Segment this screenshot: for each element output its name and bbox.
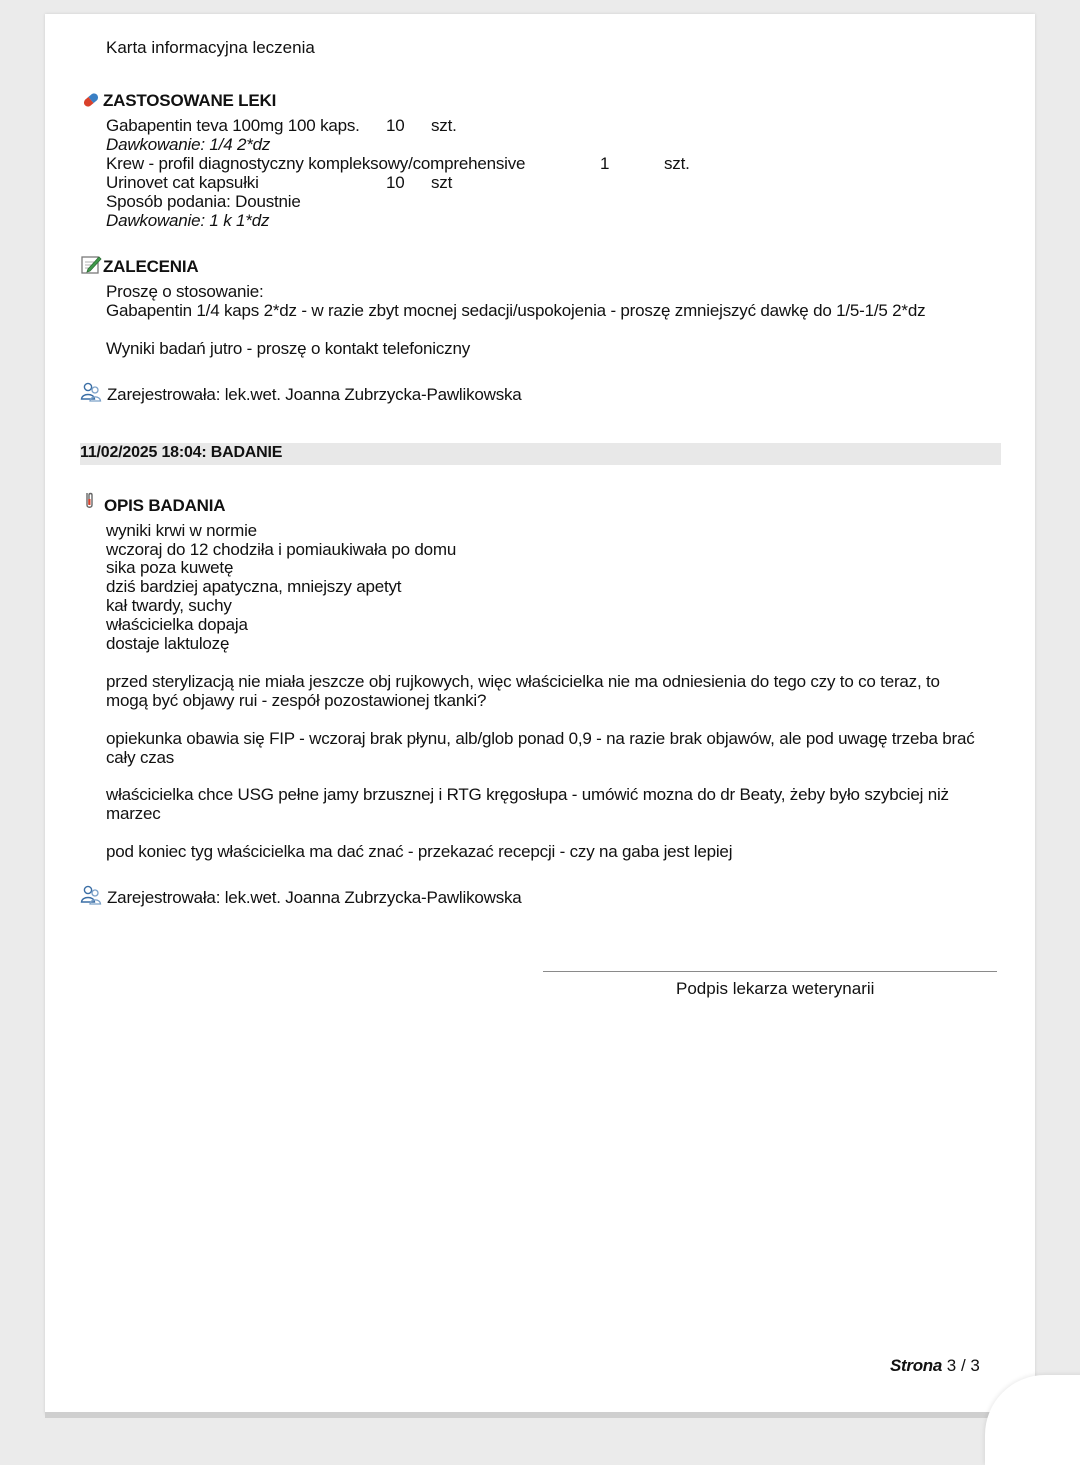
medications-heading: ZASTOSOWANE LEKI [103,91,277,110]
registered-by: Zarejestrowała: lek.wet. Joanna Zubrzycka-Pawlikowska [107,888,522,907]
med-qty: 1 [600,154,610,173]
med-item-urinovet: Urinovet cat kapsułki [106,173,259,192]
document-title: Karta informacyjna leczenia [106,38,315,57]
edit-note-icon [80,254,102,276]
page-total: 3 [970,1356,980,1375]
exam-line: dziś bardziej apatyczna, mniejszy apetyt [106,577,402,596]
recommendation-line: Wyniki badań jutro - proszę o kontakt telefoniczny [106,339,471,358]
registered-by: Zarejestrowała: lek.wet. Joanna Zubrzycka-Pawlikowska [107,385,522,404]
exam-line: właścicielka dopaja [106,615,248,634]
exam-line: wczoraj do 12 chodziła i pomiaukiwała po domu [106,540,457,559]
page-number [890,1356,980,1376]
signature-line [543,971,997,972]
exam-line: sika poza kuwetę [106,558,234,577]
exam-paragraph [106,785,986,823]
exam-line: kał twardy, suchy [106,596,232,615]
recommendation-line: Gabapentin 1/4 kaps 2*dz - w razie zbyt mocnej sedacji/uspokojenia - proszę zmniejszyć dawkę do 1/5-1/5 2*dz [106,301,926,320]
exam-paragraph [106,672,986,710]
exam-line: dostaje laktulozę [106,634,230,653]
page-bottom-edge [45,1412,1035,1418]
med-unit: szt. [431,116,457,135]
exam-heading: OPIS BADANIA [104,496,226,515]
page-separator: / [956,1356,971,1375]
recommendations-heading: ZALECENIA [103,257,199,276]
recommendation-line: Proszę o stosowanie: [106,282,264,301]
med-qty: 10 [386,116,405,135]
med-unit: szt [431,173,453,192]
pill-icon [80,89,102,111]
exam-paragraph-text: opiekunka obawia się FIP - wczoraj brak płynu, alb/glob ponad 0,9 - na razie brak objawów, ale pod uwagę trzeba brać cały czas [106,729,975,767]
exam-paragraph [106,842,986,861]
exam-paragraph-text: pod koniec tyg właścicielka ma dać znać - przekazać recepcji - czy na gaba jest lepiej [106,842,733,861]
users-icon [80,381,102,403]
signature-label: Podpis lekarza weterynarii [676,979,875,998]
med-item-blood-profile: Krew - profil diagnostyczny kompleksowy/comprehensive [106,154,526,173]
exam-paragraph [106,729,986,767]
clip-icon [80,490,102,512]
med-qty: 10 [386,173,405,192]
users-icon [80,884,102,906]
page-current: 3 [946,1356,957,1375]
med-dosage: Dawkowanie: 1/4 2*dz [106,135,271,154]
visit-title: 11/02/2025 18:04: BADANIE [80,444,283,461]
med-item-gabapentin [106,116,360,135]
med-name: Gabapentin teva 100mg 100 kaps. [106,116,360,135]
med-unit: szt. [664,154,690,173]
page-label: Strona [890,1356,943,1375]
exam-paragraph-text: przed sterylizacją nie miała jeszcze obj rujkowych, więc właścicielka nie ma odniesienia do tego czy to co teraz, to mogą być objawy rui - zespół pozostawionej tkanki? [106,672,940,710]
med-dosage: Dawkowanie: 1 k 1*dz [106,211,270,230]
exam-paragraph-text: właścicielka chce USG pełne jamy brzusznej i RTG kręgosłupa - umówić mozna do dr Beaty, żeby było szybciej niż marzec [106,785,949,823]
med-route: Sposób podania: Doustnie [106,192,301,211]
exam-line: wyniki krwi w normie [106,521,257,540]
